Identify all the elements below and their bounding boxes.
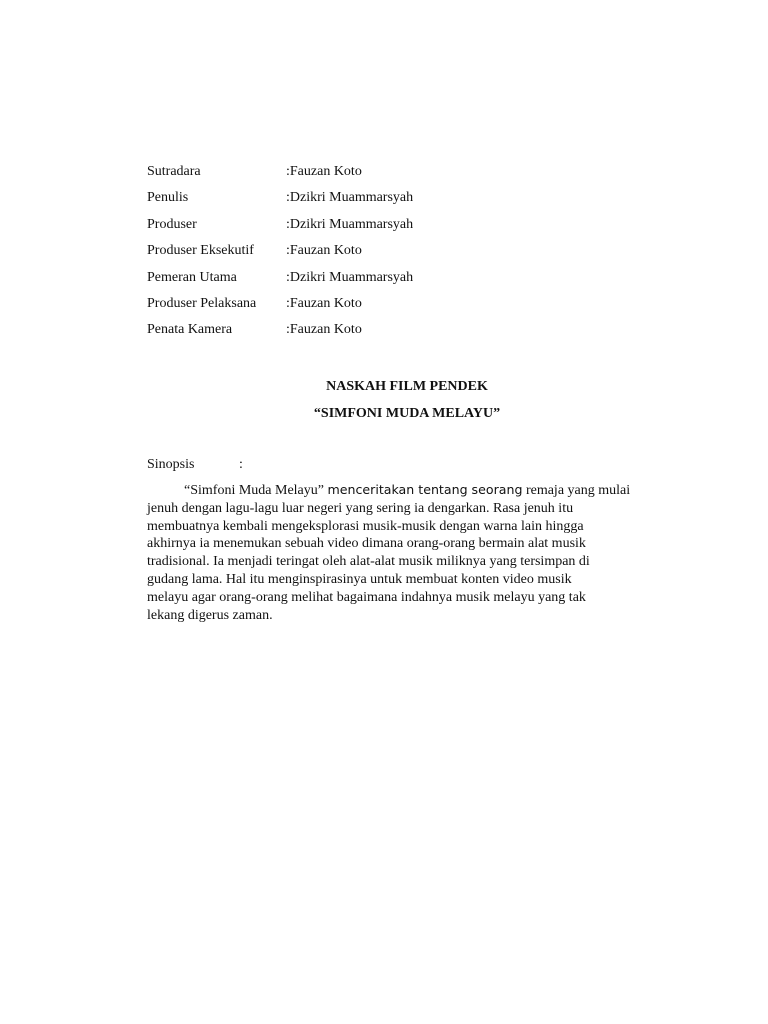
credit-name: Fauzan Koto bbox=[289, 243, 362, 259]
credit-name: Dzikri Muammarsyah bbox=[289, 269, 414, 285]
quoted-title-text: “Simfoni Muda Melayu” bbox=[184, 483, 328, 498]
paragraph-text-run: remaja yang mulai bbox=[522, 483, 631, 498]
credit-name: Dzikri Muammarsyah bbox=[289, 190, 414, 206]
credit-row bbox=[147, 241, 627, 267]
credit-row bbox=[147, 268, 627, 294]
credit-row bbox=[147, 294, 627, 320]
credit-name: Fauzan Koto bbox=[289, 164, 362, 179]
credit-role: Produser Pelaksana bbox=[147, 295, 257, 311]
paragraph-line: gudang lama. Hal itu menginspirasinya untuk membuat konten video musik bbox=[147, 571, 572, 587]
credit-separator: : bbox=[286, 216, 290, 232]
credit-row bbox=[147, 188, 627, 214]
paragraph-line: membuatnya kembali mengeksplorasi musik-musik dengan warna lain hingga bbox=[147, 518, 584, 534]
paragraph-line bbox=[147, 481, 663, 500]
sinopsis-heading bbox=[147, 455, 243, 475]
credit-role: Penulis bbox=[147, 190, 189, 206]
credit-name: Fauzan Koto bbox=[289, 322, 362, 338]
credit-role: Pemeran Utama bbox=[147, 269, 237, 285]
credits-list bbox=[147, 162, 627, 347]
sinopsis-label: Sinopsis bbox=[147, 457, 195, 472]
credit-row bbox=[147, 320, 627, 346]
sinopsis-colon: : bbox=[239, 457, 243, 472]
credit-separator: : bbox=[286, 295, 290, 311]
paragraph-line: akhirnya ia menemukan sebuah video dimana orang-orang bermain alat musik bbox=[147, 536, 586, 552]
credit-separator: : bbox=[286, 322, 290, 338]
paragraph-line: lekang digerus zaman. bbox=[147, 607, 273, 623]
credit-name: Fauzan Koto bbox=[289, 295, 362, 311]
credit-row bbox=[147, 215, 627, 241]
paragraph-line: tradisional. Ia menjadi teringat oleh alat-alat musik miliknya yang tersimpan di bbox=[147, 554, 590, 570]
paragraph-line: jenuh dengan lagu-lagu luar negeri yang sering ia dengarkan. Rasa jenuh itu bbox=[147, 500, 574, 516]
credit-separator: : bbox=[286, 243, 290, 259]
paragraph-line: melayu agar orang-orang melihat bagaimana indahnya musik melayu yang tak bbox=[147, 589, 586, 605]
sinopsis-paragraph bbox=[147, 481, 663, 624]
credit-separator: : bbox=[286, 269, 290, 285]
sans-text-run: menceritakan tentang seorang bbox=[327, 482, 523, 497]
script-title bbox=[147, 373, 667, 427]
credit-separator: : bbox=[286, 190, 290, 206]
credit-separator: : bbox=[286, 164, 290, 179]
credit-name: Dzikri Muammarsyah bbox=[289, 216, 414, 232]
credit-role: Produser Eksekutif bbox=[147, 243, 254, 259]
credit-role: Penata Kamera bbox=[147, 322, 233, 338]
credit-row bbox=[147, 162, 627, 188]
title-line-2: “SIMFONI MUDA MELAYU” bbox=[313, 406, 501, 421]
credit-role: Produser bbox=[147, 216, 197, 232]
title-line-1: NASKAH FILM PENDEK bbox=[326, 379, 488, 394]
credit-role: Sutradara bbox=[147, 164, 201, 179]
